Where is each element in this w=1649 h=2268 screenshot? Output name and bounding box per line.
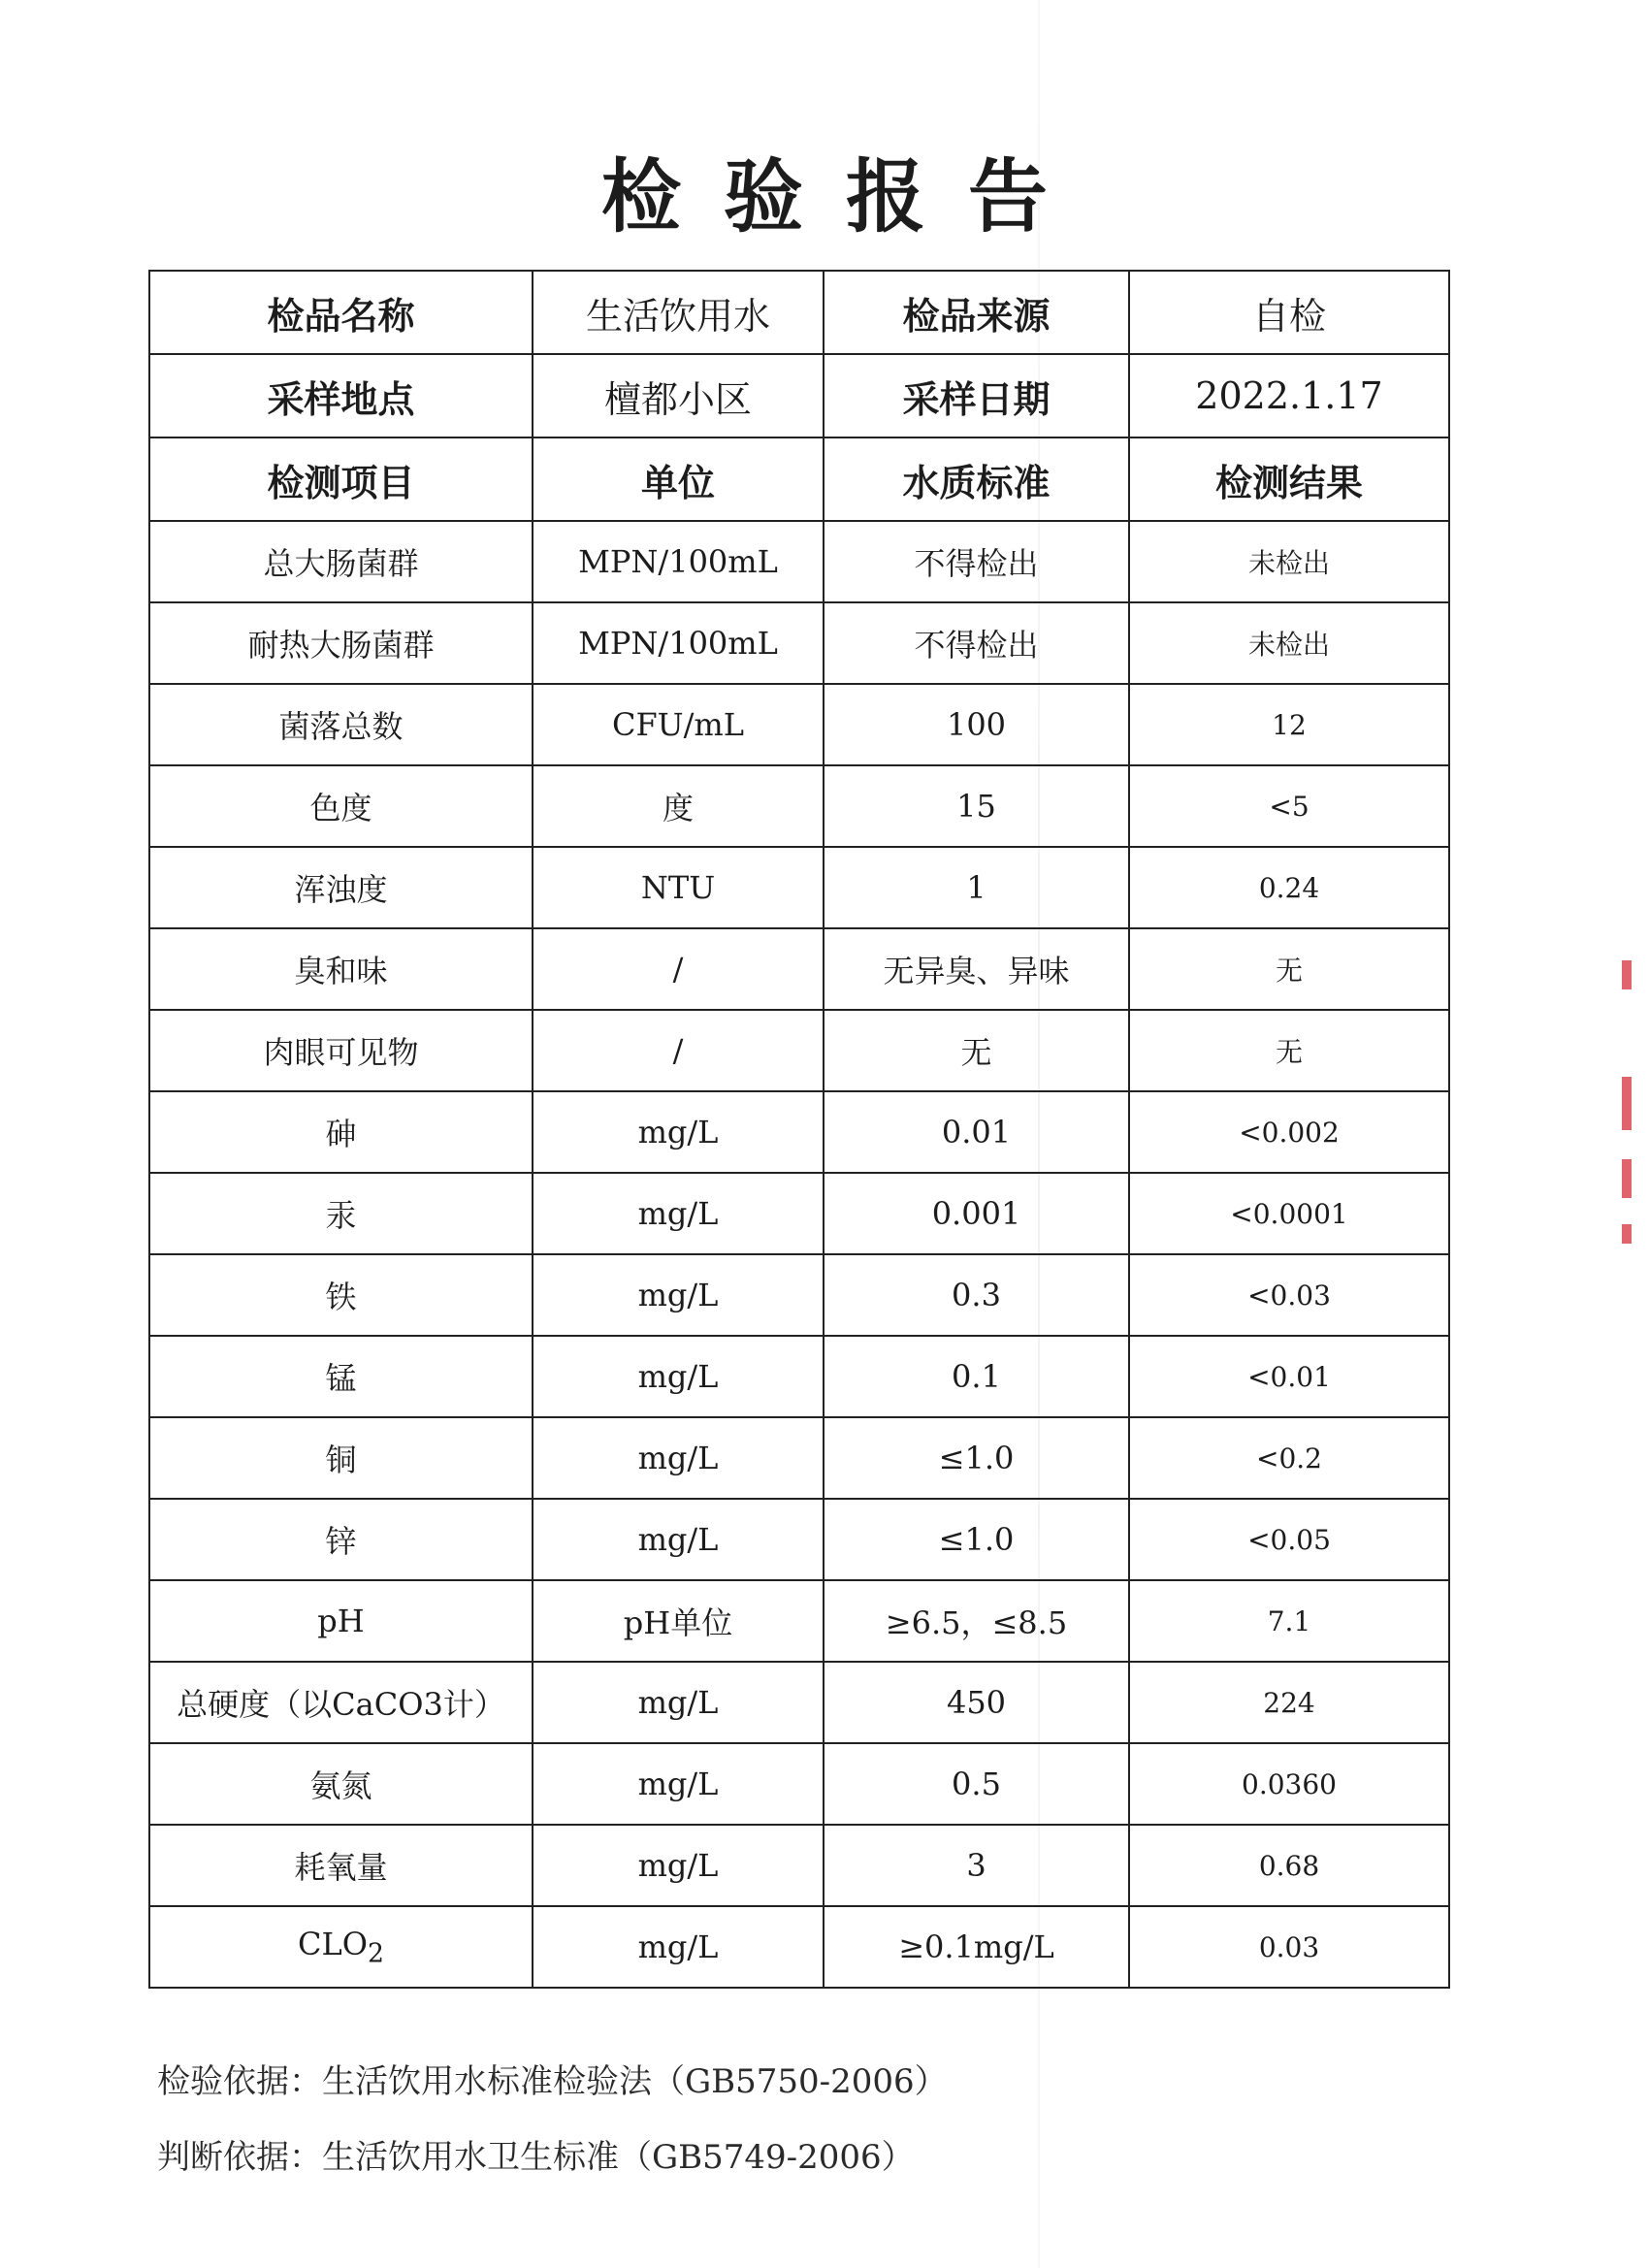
header-result: 检测结果 (1129, 437, 1449, 521)
cell-result: 224 (1129, 1662, 1449, 1743)
cell-unit: CFU/mL (533, 684, 824, 765)
label-sample-name: 检品名称 (149, 271, 533, 354)
cell-unit: mg/L (533, 1906, 824, 1988)
cell-item: 臭和味 (149, 928, 533, 1010)
clo2-subscript: 2 (368, 1938, 384, 1969)
cell-standard: 0.5 (824, 1743, 1129, 1825)
cell-item: 汞 (149, 1173, 533, 1254)
table-row (149, 1580, 1449, 1662)
red-stamp-mark (1622, 960, 1632, 989)
cell-result: <0.2 (1129, 1417, 1449, 1499)
red-stamp-mark (1622, 1077, 1632, 1130)
cell-result: 0.68 (1129, 1825, 1449, 1906)
cell-standard: 0.3 (824, 1254, 1129, 1336)
cell-result: 无 (1129, 928, 1449, 1010)
value-sampling-location: 檀都小区 (533, 354, 824, 437)
cell-result: 无 (1129, 1010, 1449, 1091)
cell-item: 色度 (149, 765, 533, 847)
cell-unit: mg/L (533, 1499, 824, 1580)
cell-standard: 1 (824, 847, 1129, 928)
red-stamp-mark (1622, 1224, 1632, 1244)
table-row (149, 1906, 1449, 1988)
table-row (149, 1336, 1449, 1417)
cell-standard: 无 (824, 1010, 1129, 1091)
cell-unit: mg/L (533, 1417, 824, 1499)
cell-unit: MPN/100mL (533, 602, 824, 684)
cell-standard: 450 (824, 1662, 1129, 1743)
cell-result: 12 (1129, 684, 1449, 765)
cell-unit: 度 (533, 765, 824, 847)
cell-standard: 无异臭、异味 (824, 928, 1129, 1010)
cell-unit: mg/L (533, 1743, 824, 1825)
info-row-location (149, 354, 1449, 437)
cell-item: 锰 (149, 1336, 533, 1417)
cell-item: 肉眼可见物 (149, 1010, 533, 1091)
table-row (149, 684, 1449, 765)
info-row-sample (149, 271, 1449, 354)
cell-standard: 0.1 (824, 1336, 1129, 1417)
table-row (149, 1173, 1449, 1254)
cell-item: 浑浊度 (149, 847, 533, 928)
cell-result: <0.03 (1129, 1254, 1449, 1336)
cell-standard: 15 (824, 765, 1129, 847)
cell-standard: 不得检出 (824, 521, 1129, 602)
header-test-item: 检测项目 (149, 437, 533, 521)
cell-item: 总硬度（以CaCO3计） (149, 1662, 533, 1743)
cell-result: 0.03 (1129, 1906, 1449, 1988)
cell-item: 耗氧量 (149, 1825, 533, 1906)
table-row (149, 1417, 1449, 1499)
cell-standard: 不得检出 (824, 602, 1129, 684)
table-header-row (149, 437, 1449, 521)
cell-item: 总大肠菌群 (149, 521, 533, 602)
cell-result: <0.05 (1129, 1499, 1449, 1580)
cell-standard: 0.001 (824, 1173, 1129, 1254)
cell-result: 7.1 (1129, 1580, 1449, 1662)
cell-standard: ≤1.0 (824, 1499, 1129, 1580)
clo2-symbol: CLO (298, 1925, 368, 1962)
header-standard: 水质标准 (824, 437, 1129, 521)
table-row (149, 1091, 1449, 1173)
cell-unit: pH单位 (533, 1580, 824, 1662)
table-row (149, 521, 1449, 602)
inspection-basis: 检验依据：生活饮用水标准检验法（GB5750-2006） (157, 2062, 948, 2101)
cell-standard: ≥0.1mg/L (824, 1906, 1129, 1988)
table-row (149, 847, 1449, 928)
table-row (149, 765, 1449, 847)
label-sampling-location: 采样地点 (149, 354, 533, 437)
cell-item: 氨氮 (149, 1743, 533, 1825)
cell-standard: 0.01 (824, 1091, 1129, 1173)
cell-result: <0.002 (1129, 1091, 1449, 1173)
label-sample-source: 检品来源 (824, 271, 1129, 354)
cell-standard: ≤1.0 (824, 1417, 1129, 1499)
cell-result: <0.01 (1129, 1336, 1449, 1417)
cell-item-clo2 (149, 1906, 533, 1988)
cell-item: 耐热大肠菌群 (149, 602, 533, 684)
table-row (149, 1825, 1449, 1906)
cell-result: <5 (1129, 765, 1449, 847)
cell-unit: mg/L (533, 1254, 824, 1336)
cell-standard: ≥6.5，≤8.5 (824, 1580, 1129, 1662)
page-title: 检验报告 (600, 151, 1090, 243)
red-stamp-mark (1622, 1159, 1632, 1198)
cell-item: 锌 (149, 1499, 533, 1580)
table-row (149, 928, 1449, 1010)
table-row (149, 1743, 1449, 1825)
table-row (149, 1254, 1449, 1336)
header-unit: 单位 (533, 437, 824, 521)
table-row (149, 1662, 1449, 1743)
table-row (149, 1499, 1449, 1580)
cell-standard: 3 (824, 1825, 1129, 1906)
cell-item: 砷 (149, 1091, 533, 1173)
cell-unit: / (533, 928, 824, 1010)
value-sample-name: 生活饮用水 (533, 271, 824, 354)
cell-item: 铁 (149, 1254, 533, 1336)
cell-item: 菌落总数 (149, 684, 533, 765)
judgement-basis: 判断依据：生活饮用水卫生标准（GB5749-2006） (157, 2138, 915, 2177)
value-sampling-date: 2022.1.17 (1129, 354, 1449, 437)
report-table (148, 270, 1450, 1989)
cell-item: pH (149, 1580, 533, 1662)
label-sampling-date: 采样日期 (824, 354, 1129, 437)
cell-result: <0.0001 (1129, 1173, 1449, 1254)
cell-unit: MPN/100mL (533, 521, 824, 602)
value-sample-source: 自检 (1129, 271, 1449, 354)
cell-result: 未检出 (1129, 602, 1449, 684)
table-row (149, 602, 1449, 684)
cell-unit: mg/L (533, 1091, 824, 1173)
cell-unit: mg/L (533, 1662, 824, 1743)
cell-unit: mg/L (533, 1825, 824, 1906)
cell-result: 0.0360 (1129, 1743, 1449, 1825)
cell-result: 未检出 (1129, 521, 1449, 602)
cell-unit: / (533, 1010, 824, 1091)
cell-unit: NTU (533, 847, 824, 928)
cell-unit: mg/L (533, 1173, 824, 1254)
cell-result: 0.24 (1129, 847, 1449, 928)
table-row (149, 1010, 1449, 1091)
cell-unit: mg/L (533, 1336, 824, 1417)
cell-item: 铜 (149, 1417, 533, 1499)
cell-standard: 100 (824, 684, 1129, 765)
